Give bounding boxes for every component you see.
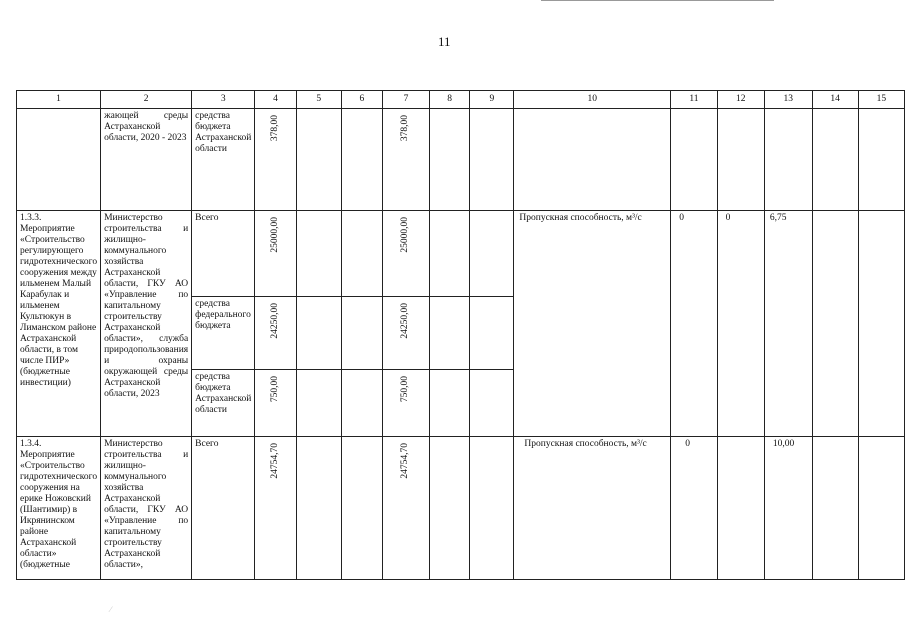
cell-empty [296,211,341,297]
header-cell: 11 [671,91,717,109]
cell-empty [341,211,382,297]
header-cell: 6 [341,91,382,109]
executor-cell: жающей среды Астраханской области, 2020 - 2023 [101,109,192,211]
amount-year-cell: 378,00 [382,109,429,211]
amount-total-cell: 750,00 [255,370,296,437]
page-number: 11 [438,34,451,49]
funding-source-cell: средства бюджета Астраханской области [192,370,255,437]
header-cell: 1 [17,91,101,109]
amount-total-cell: 378,00 [255,109,296,211]
header-cell: 14 [812,91,858,109]
cell-empty [812,109,858,211]
value-cell: 0 [671,211,717,437]
cell-empty [296,297,341,370]
cell-empty [470,297,514,370]
cell-empty [341,370,382,437]
cell-empty [858,211,904,437]
header-cell: 4 [255,91,296,109]
table-row [17,211,905,297]
cell-empty [858,109,904,211]
cell-empty [430,437,470,580]
funding-source-cell: средства федерального бюджета [192,297,255,370]
amount-year-cell: 24250,00 [382,297,429,370]
cell-empty [341,437,382,580]
amount-year-cell: 750,00 [382,370,429,437]
cell-empty [296,437,341,580]
amount-year-cell: 25000,00 [382,211,429,297]
cell-empty [17,109,101,211]
header-cell: 10 [514,91,671,109]
cell-empty [812,437,858,580]
cell-empty [717,437,764,580]
cell-empty [296,109,341,211]
cell-empty [717,109,764,211]
cell-empty [470,211,514,297]
indicator-cell: Пропускная способность, м³/с [514,437,671,580]
table-row [17,109,905,211]
cell-empty [671,109,717,211]
cell-empty [296,370,341,437]
program-table [16,90,905,580]
header-cell: 7 [382,91,429,109]
value-cell: 10,00 [764,437,812,580]
scan-mark: ⁄ [110,605,112,614]
header-cell: 3 [192,91,255,109]
amount-year-cell: 24754,70 [382,437,429,580]
amount-total-cell: 24250,00 [255,297,296,370]
table-row [17,437,905,580]
activity-cell: 1.3.4. Мероприятие «Строительство гидротехнического сооружения на ерике Ножовский (Шантимир) в Икрянинском районе Астраханской области» (бюджетные [17,437,101,580]
cell-empty [812,211,858,437]
header-cell: 12 [717,91,764,109]
executor-cell: Министерство строительства и жилищно-коммунального хозяйства Астраханской области, ГКУ АО «Управление по капитальному строительству Астраханской области», служба природопользования и охраны окружающей среды Астраханской области, 2023 [101,211,192,437]
funding-source-cell: средства бюджета Астраханской области [192,109,255,211]
cell-empty [430,109,470,211]
cell-empty [470,109,514,211]
cell-empty [514,109,671,211]
header-cell: 9 [470,91,514,109]
executor-cell: Министерство строительства и жилищно-коммунального хозяйства Астраханской области, ГКУ АО «Управление по капитальному строительству Астраханской области», [101,437,192,580]
cell-empty [470,437,514,580]
cell-empty [858,437,904,580]
amount-total-cell: 24754,70 [255,437,296,580]
cell-empty [430,211,470,297]
value-cell: 0 [717,211,764,437]
amount-total-cell: 25000,00 [255,211,296,297]
cell-empty [341,109,382,211]
value-cell: 6,75 [764,211,812,437]
cell-empty [470,370,514,437]
funding-source-cell: Всего [192,437,255,580]
cell-empty [430,370,470,437]
header-cell: 2 [101,91,192,109]
cell-empty [341,297,382,370]
header-cell: 13 [764,91,812,109]
funding-source-cell: Всего [192,211,255,297]
indicator-cell: Пропускная способность, м³/с [514,211,671,437]
header-cell: 15 [858,91,904,109]
activity-cell: 1.3.3. Мероприятие «Строительство регулирующего гидротехнического сооружения между ильменем Малый Карабулак и ильменем Культюкун в Лиманском районе Астраханской области, в том числе ПИР» (бюджетные инвестиции) [17,211,101,437]
header-cell: 8 [430,91,470,109]
header-row [17,91,905,109]
cell-empty [430,297,470,370]
top-rule [541,0,774,1]
value-cell: 0 [671,437,717,580]
header-cell: 5 [296,91,341,109]
cell-empty [764,109,812,211]
